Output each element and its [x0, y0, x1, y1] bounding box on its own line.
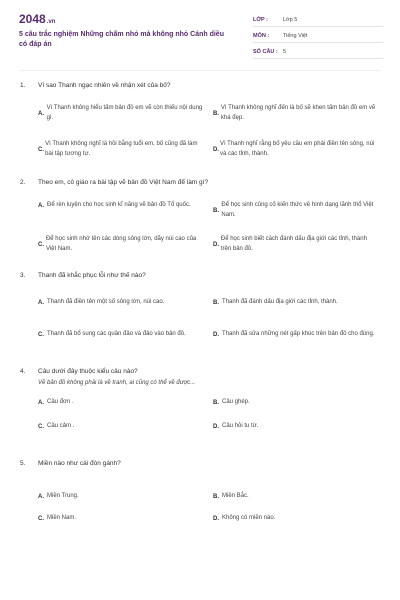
question-header — [20, 177, 380, 187]
option-letter: B. — [213, 110, 219, 117]
header-divider — [19, 70, 381, 71]
option-a[interactable] — [38, 492, 203, 502]
option-letter: C. — [38, 331, 44, 338]
info-row-count — [253, 46, 383, 59]
option-text: Thanh đã bổ sung các quần đảo và đảo vào bản đồ. — [47, 331, 186, 337]
document-title: 5 câu trắc nghiệm Những chấm nhỏ mà không nhỏ Cánh diều có đáp án — [19, 31, 224, 48]
example-sentence: Vẽ bản đồ không phải là vẽ tranh, ai cũng có thể vẽ được... — [38, 380, 196, 386]
logo-text: 2048 — [19, 12, 46, 26]
question-text: Thanh đã khắc phục lỗi như thế nào? — [38, 271, 146, 279]
question-number: 4. — [20, 367, 26, 375]
question-number: 2. — [20, 178, 26, 186]
option-d[interactable] — [213, 140, 378, 159]
option-text: Không có miền nào. — [222, 515, 276, 521]
option-letter: B. — [213, 399, 219, 406]
logo-domain: .vn — [46, 19, 56, 25]
option-letter: A. — [38, 202, 44, 209]
option-text: Thanh đã điền tên một số sông lớn, núi cao. — [47, 299, 165, 305]
question-2 — [20, 177, 380, 252]
option-text: Câu đơn . — [47, 399, 74, 405]
option-a[interactable] — [38, 104, 203, 123]
option-text: Câu hỏi tu từ. — [222, 423, 259, 429]
option-letter: A. — [38, 493, 44, 500]
option-letter: A. — [38, 110, 44, 117]
option-text: Vì Thanh không nghĩ đến là bố sẽ khen tấm bản đồ em vẽ khá đẹp. — [220, 105, 376, 121]
option-letter: D. — [213, 423, 219, 430]
header — [0, 0, 400, 60]
question-1 — [20, 80, 380, 157]
option-b[interactable] — [213, 398, 378, 408]
question-text: Vì sao Thanh ngạc nhiên về nhận xét của bố? — [38, 81, 171, 89]
option-b[interactable] — [213, 298, 378, 308]
question-number: 1. — [20, 81, 26, 89]
option-text: Để học sinh nhớ tên các dòng sông lớn, dãy núi cao của Việt Nam. — [45, 236, 197, 252]
option-a[interactable] — [38, 398, 203, 408]
option-a[interactable] — [38, 201, 203, 211]
option-text: Thanh đã đánh dấu địa giới các tỉnh, thành. — [222, 299, 338, 305]
option-letter: D. — [213, 515, 219, 522]
question-text: Theo em, cô giáo ra bài tập vẽ bản đồ Việt Nam để làm gì? — [38, 178, 209, 186]
option-text: Để học sinh biết cách đánh dấu địa giới các tỉnh, thành trên bản đồ. — [220, 236, 367, 252]
question-number: 5. — [20, 459, 26, 467]
site-logo[interactable] — [19, 12, 55, 26]
option-text: Câu cảm . — [47, 423, 75, 429]
option-text: Để học sinh củng cố kiến thức về hình dạng lãnh thổ Việt Nam. — [221, 202, 374, 218]
option-c[interactable] — [38, 422, 203, 432]
option-b[interactable] — [213, 104, 378, 123]
info-value: Tiếng Việt — [283, 33, 308, 39]
question-4 — [20, 366, 380, 430]
option-letter: A. — [38, 299, 44, 306]
option-letter: C. — [38, 423, 44, 430]
option-text: Vì Thanh không hiểu tấm bản đồ em vẽ còn thiếu nội dung gì. — [46, 105, 203, 121]
option-text: Miền Trung. — [47, 493, 79, 499]
option-text: Thanh đã sửa những nét gấp khúc trên bản đồ cho đúng. — [222, 331, 375, 337]
question-5 — [20, 458, 380, 522]
option-letter: C. — [38, 146, 44, 153]
question-header — [20, 80, 380, 90]
option-letter: D. — [213, 331, 219, 338]
option-a[interactable] — [38, 298, 203, 308]
question-header — [20, 458, 380, 468]
option-text: Câu ghép. — [222, 399, 250, 405]
question-header — [20, 366, 380, 376]
option-d[interactable] — [213, 514, 378, 524]
option-c[interactable] — [38, 330, 203, 340]
option-b[interactable] — [213, 201, 378, 220]
option-letter: B. — [213, 493, 219, 500]
option-d[interactable] — [213, 330, 378, 340]
option-c[interactable] — [38, 140, 203, 159]
option-b[interactable] — [213, 492, 378, 502]
info-row-subject — [253, 30, 383, 43]
option-text: Miền Bắc. — [222, 493, 249, 499]
option-d[interactable] — [213, 235, 378, 254]
question-number: 3. — [20, 271, 26, 279]
option-letter: D. — [213, 241, 219, 248]
option-text: Để rèn luyện cho học sinh kĩ năng vẽ bản đồ Tổ quốc. — [47, 202, 191, 208]
info-row-class — [253, 14, 383, 27]
question-3 — [20, 270, 380, 338]
option-c[interactable] — [38, 235, 203, 254]
info-label: MÔN : — [253, 33, 270, 39]
option-d[interactable] — [213, 422, 378, 432]
option-text: Miền Nam. — [47, 515, 77, 521]
option-letter: B. — [213, 207, 219, 214]
option-letter: A. — [38, 399, 44, 406]
option-letter: C. — [38, 241, 44, 248]
option-letter: D. — [213, 146, 219, 153]
info-panel — [253, 14, 383, 59]
option-letter: B. — [213, 299, 219, 306]
option-letter: C. — [38, 515, 44, 522]
info-value: 5 — [283, 49, 287, 55]
question-text: Câu dưới đây thuộc kiểu câu nào? — [38, 367, 138, 375]
question-header — [20, 270, 380, 280]
info-value: Lớp 5 — [283, 17, 298, 23]
option-c[interactable] — [38, 514, 203, 524]
info-label: LỚP : — [253, 17, 268, 23]
question-text: Miền nào như cái đòn gánh? — [38, 459, 121, 467]
option-text: Vì Thanh không nghĩ là hồi bằng tuổi em, bố cũng đã làm bài tập tương tự. — [45, 141, 198, 157]
info-label: SỐ CÂU : — [253, 49, 278, 55]
option-text: Vì Thanh nghĩ rằng bố yêu cầu em phải điền tên sông, núi và các tỉnh, thành. — [219, 141, 375, 157]
